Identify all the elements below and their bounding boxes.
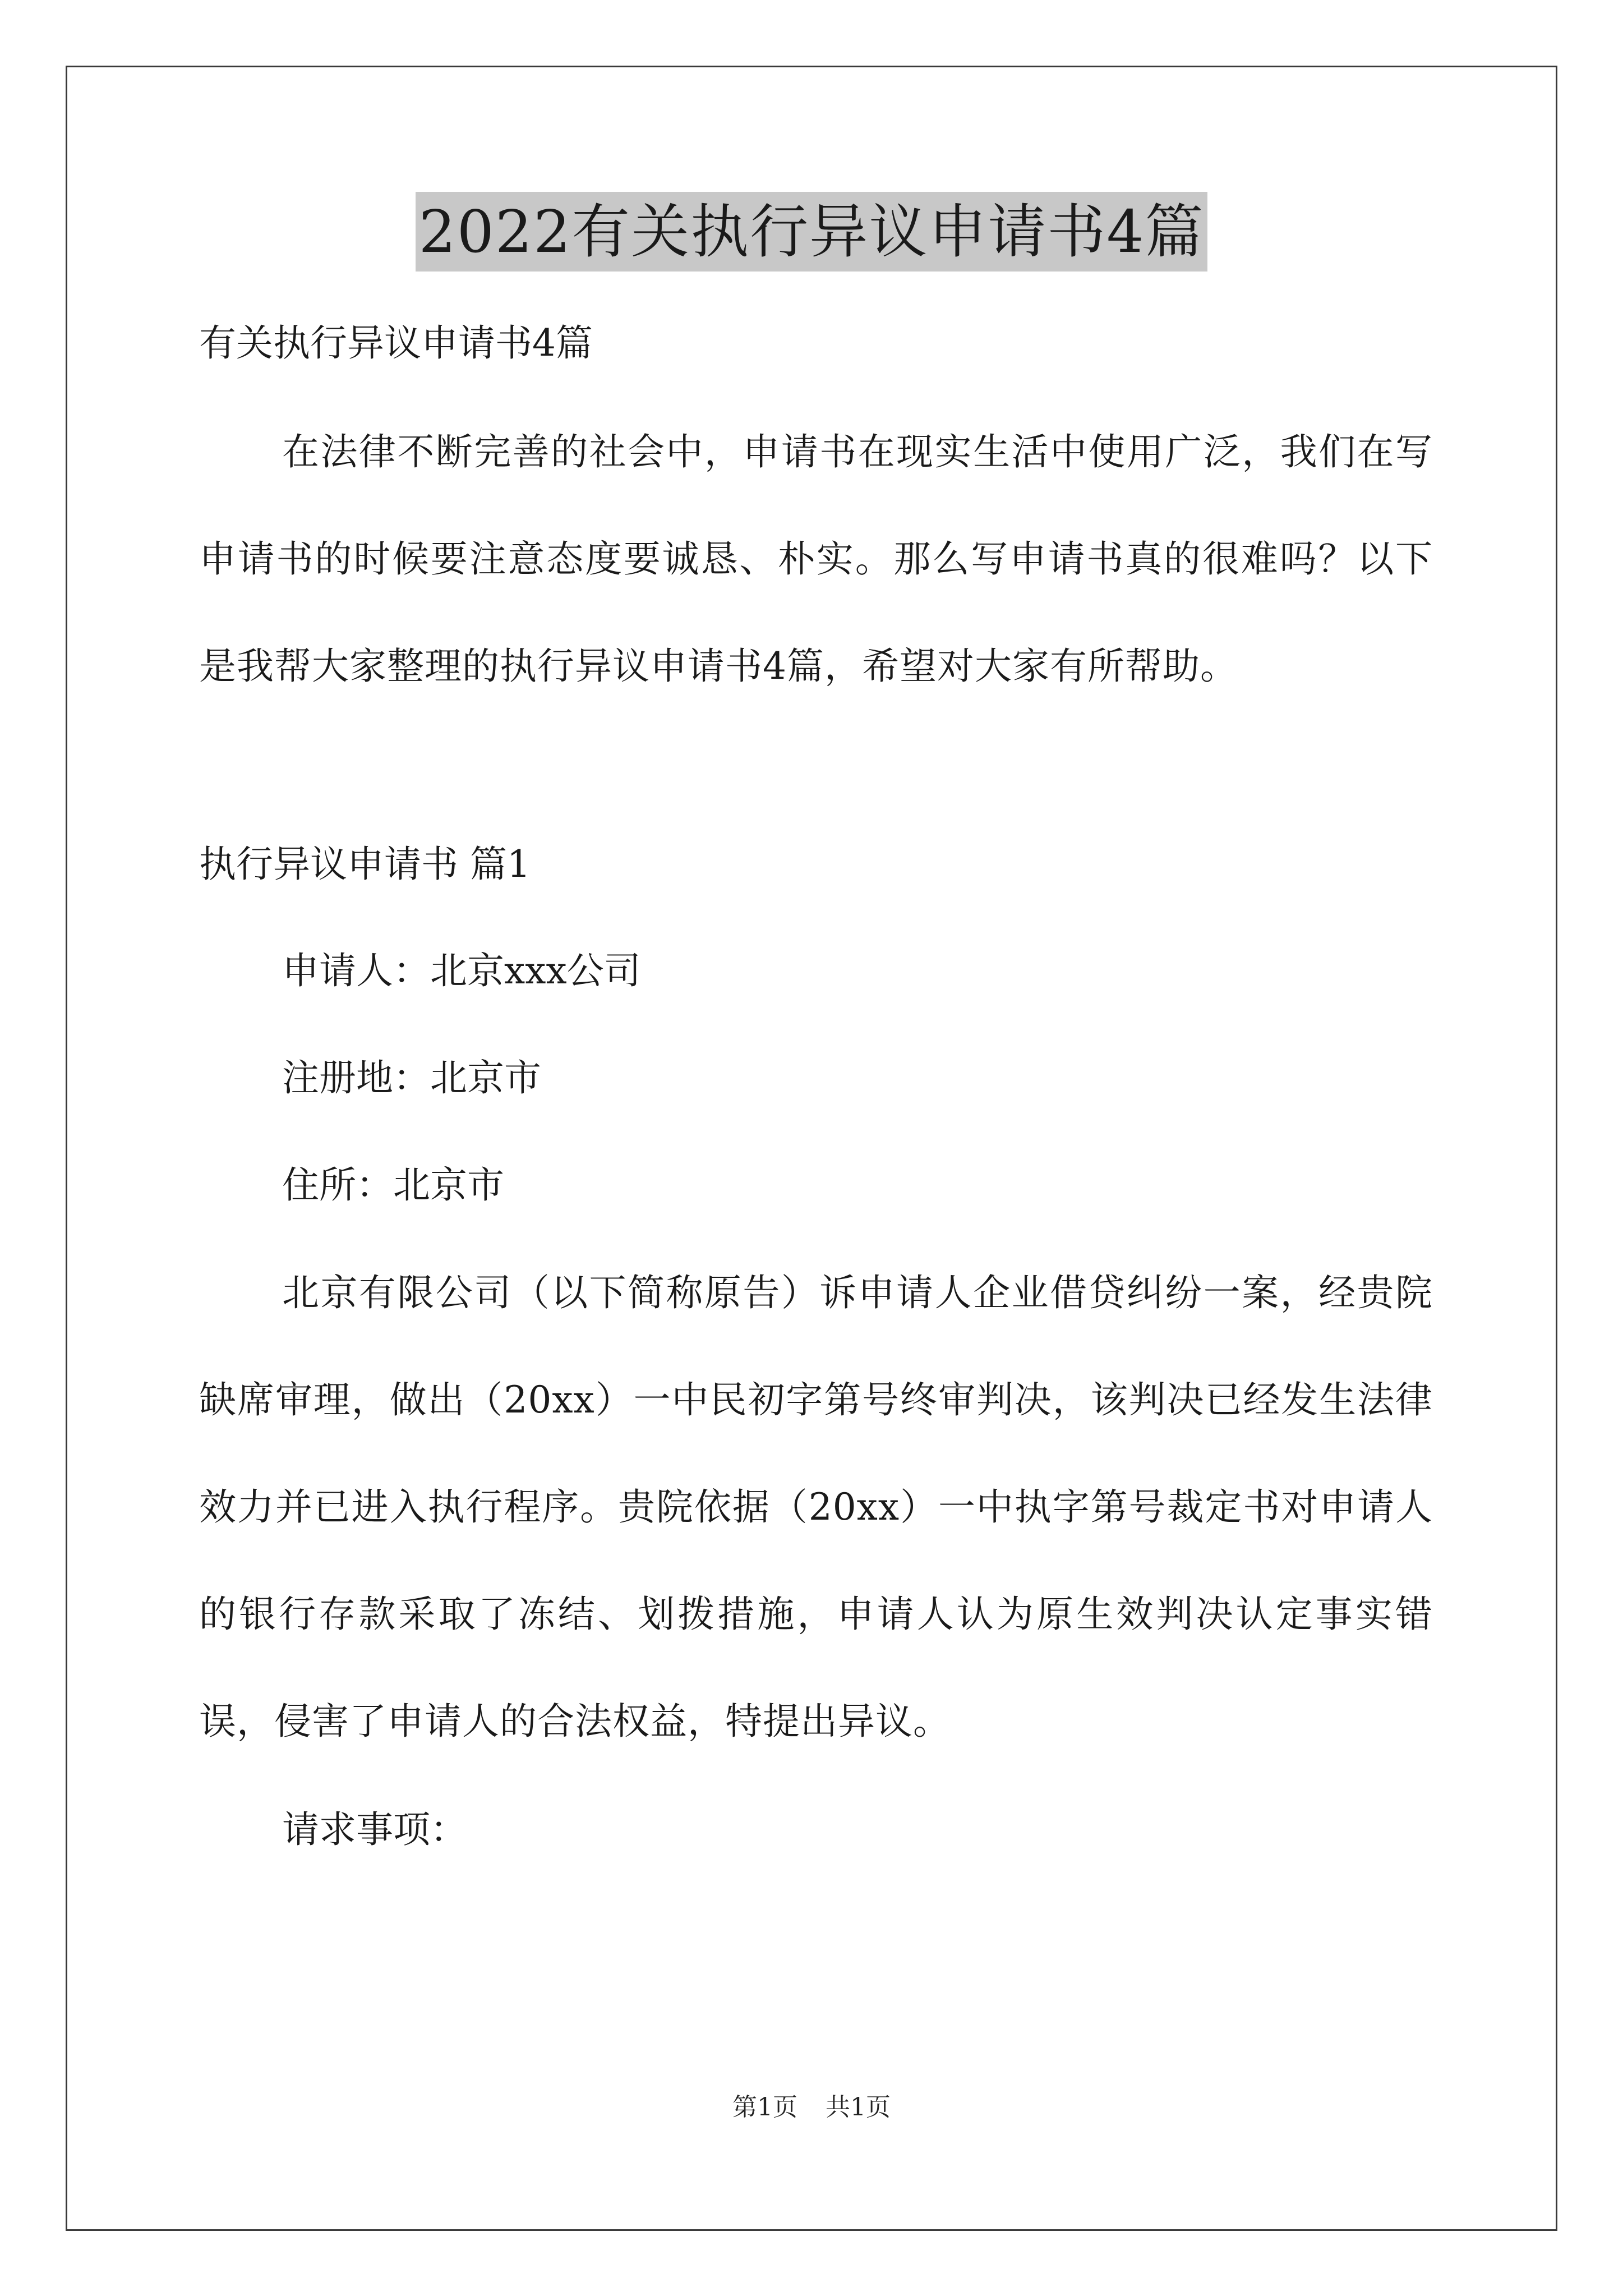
section-heading: 执行异议申请书 篇1 xyxy=(199,843,531,886)
residence-line: 住所：北京市 xyxy=(282,1163,504,1207)
page-footer xyxy=(0,2087,1623,2123)
request-items-heading: 请求事项： xyxy=(282,1808,467,1851)
page-number-total: 共1页 xyxy=(826,2093,891,2122)
registered-place-line: 注册地：北京市 xyxy=(282,1056,541,1099)
title-container xyxy=(0,192,1623,272)
document-subtitle: 有关执行异议申请书4篇 xyxy=(199,321,593,365)
body-paragraph: 北京有限公司（以下简称原告）诉申请人企业借贷纠纷一案，经贵院缺席审理，做出（20xx）一中民初字第号终审判决，该判决已经发生法律效力并已进入执行程序。贵院依据（20xx）一中执字第号裁定书对申请人的银行存款采取了冻结、划拨措施，申请人认为原生效判决认定事实错误，侵害了申请人的合法权益，特提出异议。 xyxy=(199,1271,1433,1743)
document-body xyxy=(199,303,1433,1852)
intro-paragraph: 在法律不断完善的社会中，申请书在现实生活中使用广泛，我们在写申请书的时候要注意态度要诚恳、朴实。那么写申请书真的很难吗？以下是我帮大家整理的执行异议申请书4篇，希望对大家有所帮助。 xyxy=(199,430,1433,688)
applicant-line: 申请人：北京xxx公司 xyxy=(282,949,641,992)
page-number-current: 第1页 xyxy=(732,2093,797,2122)
document-title: 2022有关执行异议申请书4篇 xyxy=(416,192,1208,272)
